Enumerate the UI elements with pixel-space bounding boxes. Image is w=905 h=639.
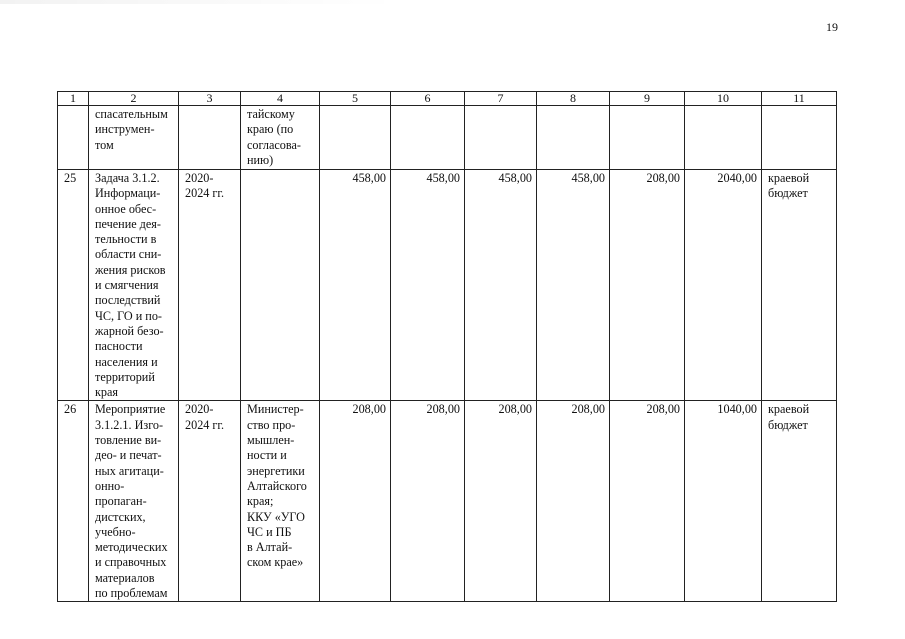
funding-source-cell: краевой бюджет <box>762 170 837 401</box>
executor-cell: Министер- ство про- мышлен- ности и энергетики Алтайского края; ККУ «УГО ЧС и ПБ в Алтай- ском крае» <box>241 401 320 602</box>
column-header: 4 <box>241 92 320 106</box>
table-row <box>58 170 837 401</box>
budget-table <box>57 91 837 602</box>
row-number-cell: 26 <box>58 401 89 602</box>
period-cell: 2020- 2024 гг. <box>179 401 241 602</box>
value-cell: 208,00 <box>537 401 610 602</box>
value-cell: 458,00 <box>320 170 391 401</box>
table-header-row <box>58 92 837 106</box>
column-header: 9 <box>610 92 685 106</box>
column-header: 6 <box>391 92 465 106</box>
column-header: 7 <box>465 92 537 106</box>
value-cell: 458,00 <box>465 170 537 401</box>
row-number-cell: 25 <box>58 170 89 401</box>
column-header: 1 <box>58 92 89 106</box>
executor-cell: тайскому краю (по согласова- нию) <box>241 106 320 170</box>
table-row <box>58 106 837 170</box>
scan-artifact <box>0 0 400 4</box>
value-cell <box>610 106 685 170</box>
total-cell: 2040,00 <box>685 170 762 401</box>
column-header: 11 <box>762 92 837 106</box>
total-cell: 1040,00 <box>685 401 762 602</box>
item-name-cell: Задача 3.1.2. Информаци- онное обес- печение дея- тельности в области сни- жения рисков и смягчения последствий ЧС, ГО и по- жарной безо- пасности населения и территорий края <box>89 170 179 401</box>
value-cell: 208,00 <box>465 401 537 602</box>
table-row <box>58 401 837 602</box>
item-name-cell: спасательным инструмен- том <box>89 106 179 170</box>
value-cell: 208,00 <box>610 401 685 602</box>
page-number: 19 <box>826 20 838 34</box>
total-cell <box>685 106 762 170</box>
value-cell <box>465 106 537 170</box>
column-header: 10 <box>685 92 762 106</box>
value-cell <box>537 106 610 170</box>
column-header: 2 <box>89 92 179 106</box>
column-header: 8 <box>537 92 610 106</box>
column-header: 5 <box>320 92 391 106</box>
value-cell: 458,00 <box>391 170 465 401</box>
value-cell: 458,00 <box>537 170 610 401</box>
value-cell <box>320 106 391 170</box>
row-number-cell <box>58 106 89 170</box>
value-cell: 208,00 <box>320 401 391 602</box>
period-cell: 2020- 2024 гг. <box>179 170 241 401</box>
funding-source-cell <box>762 106 837 170</box>
executor-cell <box>241 170 320 401</box>
column-header: 3 <box>179 92 241 106</box>
value-cell <box>391 106 465 170</box>
item-name-cell: Мероприятие 3.1.2.1. Изго- товление ви- део- и печат- ных агитаци- онно- пропаган- дистских, учебно- методических и справочных материалов по проблемам <box>89 401 179 602</box>
funding-source-cell: краевой бюджет <box>762 401 837 602</box>
period-cell <box>179 106 241 170</box>
value-cell: 208,00 <box>391 401 465 602</box>
value-cell: 208,00 <box>610 170 685 401</box>
